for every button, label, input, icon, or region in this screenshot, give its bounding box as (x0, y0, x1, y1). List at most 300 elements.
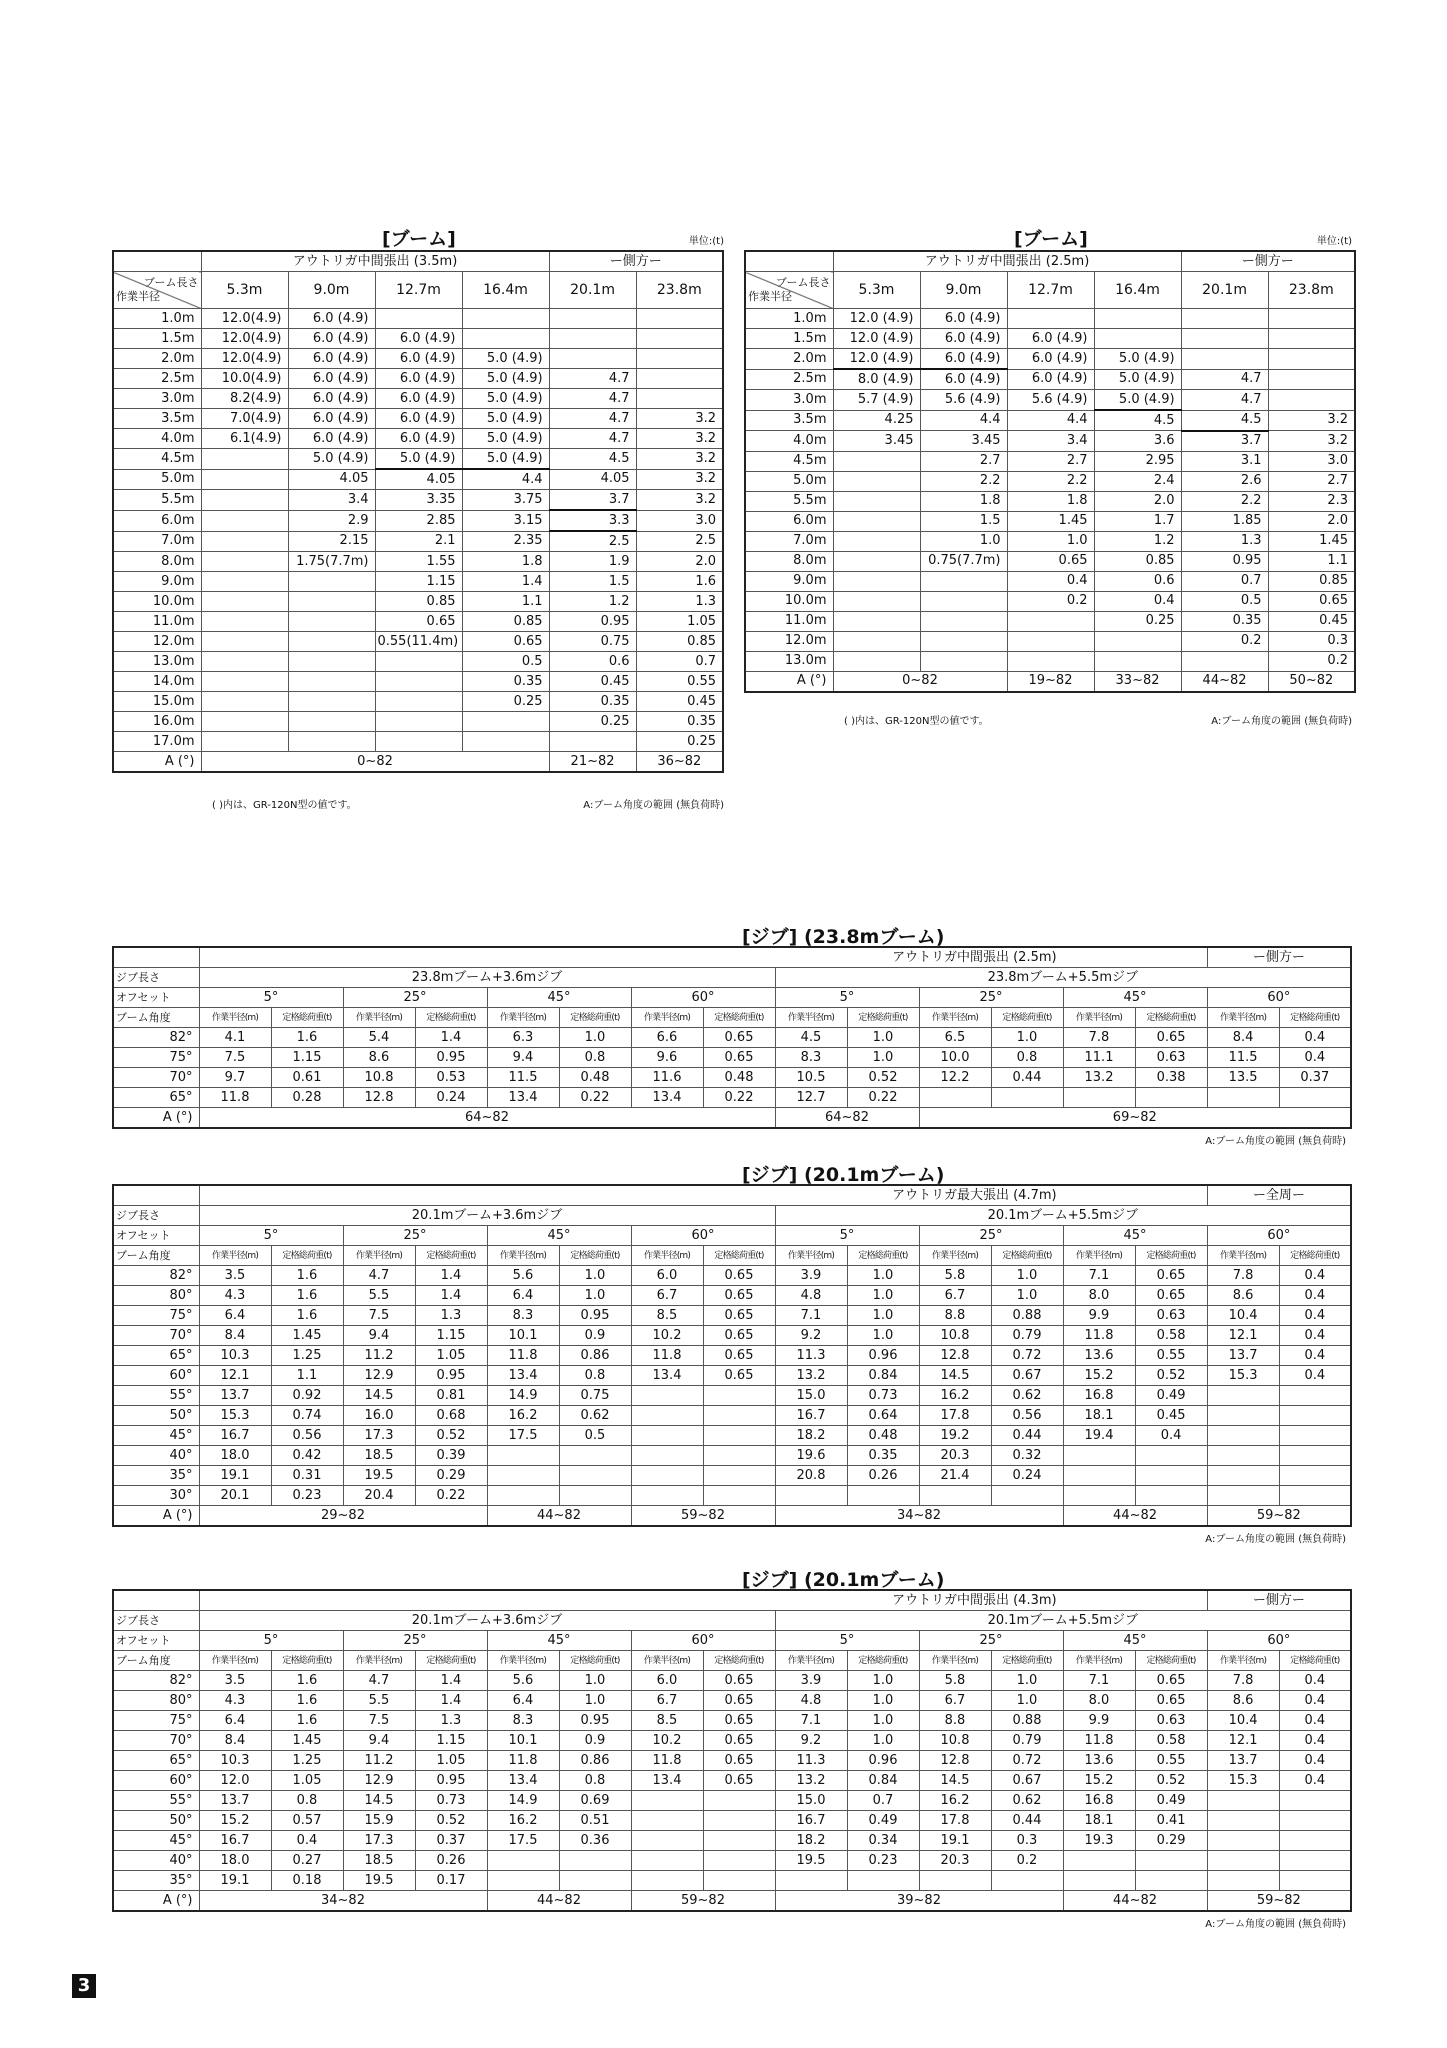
value-cell: 0.52 (1135, 1366, 1207, 1386)
load-cell: 6.0 (4.9) (375, 389, 462, 409)
boom-angle-label: ブーム角度 (113, 1246, 199, 1266)
value-cell: 11.8 (631, 1751, 703, 1771)
radius-cell: 2.5m (113, 369, 201, 389)
load-cell (920, 591, 1007, 611)
value-cell: 8.8 (919, 1306, 991, 1326)
value-cell: 9.4 (487, 1048, 559, 1068)
load-cell (920, 651, 1007, 671)
table-row (113, 1266, 1351, 1286)
table-row (113, 1366, 1351, 1386)
value-cell: 1.45 (271, 1326, 343, 1346)
load-cell: 1.7 (1094, 511, 1181, 531)
load-cell: 0.65 (375, 612, 462, 632)
value-cell: 0.57 (271, 1811, 343, 1831)
load-cell (288, 592, 375, 612)
value-cell (1279, 1426, 1351, 1446)
value-cell: 0.4 (1279, 1286, 1351, 1306)
value-cell: 4.3 (199, 1691, 271, 1711)
value-cell: 13.2 (1063, 1068, 1135, 1088)
value-cell: 8.3 (487, 1306, 559, 1326)
load-cell: 6.0 (4.9) (920, 329, 1007, 349)
load-cell: 0.65 (462, 632, 549, 652)
value-cell: 0.73 (847, 1386, 919, 1406)
value-cell: 17.3 (343, 1831, 415, 1851)
sub-header-radius: 作業半径(m) (199, 1651, 271, 1671)
value-cell: 0.41 (1135, 1811, 1207, 1831)
value-cell: 0.65 (703, 1048, 775, 1068)
value-cell: 0.67 (991, 1366, 1063, 1386)
radius-cell: 6.0m (745, 511, 833, 531)
load-cell: 4.7 (549, 389, 636, 409)
value-cell: 0.62 (991, 1791, 1063, 1811)
load-cell: 1.5 (920, 511, 1007, 531)
angle-label: A (°) (113, 1108, 199, 1129)
value-cell: 1.15 (271, 1048, 343, 1068)
value-cell: 0.69 (559, 1791, 631, 1811)
jib-table (112, 1589, 1352, 1912)
load-cell (833, 611, 920, 631)
value-cell: 0.65 (703, 1266, 775, 1286)
value-cell: 1.6 (271, 1266, 343, 1286)
load-cell: 12.0(4.9) (201, 309, 288, 329)
load-cell: 1.0 (920, 531, 1007, 551)
radius-cell: 16.0m (113, 712, 201, 732)
value-cell: 12.8 (919, 1346, 991, 1366)
value-cell: 14.5 (919, 1366, 991, 1386)
value-cell: 0.58 (1135, 1731, 1207, 1751)
sub-header-load: 定格総荷重(t) (271, 1008, 343, 1028)
table-row (745, 329, 1355, 349)
load-cell: 6.0 (4.9) (920, 309, 1007, 329)
load-cell: 0.2 (1007, 591, 1094, 611)
offset-value: 45° (487, 988, 631, 1008)
load-cell: 3.0 (636, 510, 723, 531)
value-cell: 16.8 (1063, 1386, 1135, 1406)
value-cell: 10.4 (1207, 1306, 1279, 1326)
angle-range: 59~82 (631, 1891, 775, 1912)
angle-cell: 40° (113, 1851, 199, 1871)
load-cell (375, 692, 462, 712)
value-cell: 0.4 (1279, 1771, 1351, 1791)
table-row (745, 390, 1355, 411)
load-cell: 3.7 (1181, 431, 1268, 452)
direction-label: ー全周ー (1207, 1185, 1351, 1206)
table-row (113, 409, 723, 429)
value-cell: 10.0 (919, 1048, 991, 1068)
value-cell: 0.95 (415, 1366, 487, 1386)
load-cell: 3.2 (636, 469, 723, 490)
value-cell: 18.0 (199, 1851, 271, 1871)
load-cell: 5.6 (4.9) (920, 390, 1007, 411)
load-cell (462, 712, 549, 732)
table-row (113, 1751, 1351, 1771)
value-cell: 0.8 (559, 1771, 631, 1791)
angle-range: 44~82 (1181, 671, 1268, 692)
angle-cell: 75° (113, 1711, 199, 1731)
angle-cell: 80° (113, 1286, 199, 1306)
value-cell: 1.0 (847, 1306, 919, 1326)
value-cell: 9.4 (343, 1326, 415, 1346)
value-cell: 0.65 (703, 1691, 775, 1711)
load-cell: 0.85 (1268, 571, 1355, 591)
load-cell (549, 732, 636, 752)
load-cell: 2.2 (1007, 471, 1094, 491)
jib-chart-23-8 (112, 922, 1352, 1162)
sub-header-load: 定格総荷重(t) (991, 1246, 1063, 1266)
load-cell: 4.7 (549, 409, 636, 429)
load-cell: 12.0 (4.9) (833, 329, 920, 349)
load-cell: 3.2 (1268, 410, 1355, 431)
value-cell: 0.65 (703, 1306, 775, 1326)
value-cell: 6.4 (199, 1711, 271, 1731)
value-cell: 0.39 (415, 1446, 487, 1466)
value-cell: 0.4 (1279, 1751, 1351, 1771)
value-cell: 12.2 (919, 1068, 991, 1088)
table-row (113, 1771, 1351, 1791)
load-cell: 6.0 (4.9) (375, 329, 462, 349)
value-cell: 17.5 (487, 1426, 559, 1446)
load-cell (1007, 309, 1094, 329)
value-cell (1279, 1851, 1351, 1871)
table-row (113, 552, 723, 572)
value-cell: 6.0 (631, 1671, 703, 1691)
angle-range: 0~82 (833, 671, 1007, 692)
value-cell: 6.7 (919, 1286, 991, 1306)
table-row (745, 431, 1355, 452)
value-cell (703, 1486, 775, 1506)
value-cell: 9.9 (1063, 1306, 1135, 1326)
load-cell: 6.0 (4.9) (288, 349, 375, 369)
value-cell: 12.9 (343, 1771, 415, 1791)
load-cell (201, 672, 288, 692)
table-row (113, 692, 723, 712)
jib-title: [ジブ] (23.8mブーム) (742, 926, 945, 948)
offset-value: 5° (775, 1226, 919, 1246)
value-cell: 0.36 (559, 1831, 631, 1851)
radius-cell: 3.0m (113, 389, 201, 409)
offset-value: 25° (343, 1631, 487, 1651)
value-cell: 0.49 (1135, 1386, 1207, 1406)
load-cell (288, 732, 375, 752)
value-cell (1279, 1088, 1351, 1108)
load-cell: 0.3 (1268, 631, 1355, 651)
value-cell: 0.22 (559, 1088, 631, 1108)
value-cell: 13.2 (775, 1366, 847, 1386)
load-cell: 8.2(4.9) (201, 389, 288, 409)
table-row (745, 551, 1355, 571)
load-cell: 2.1 (375, 531, 462, 552)
value-cell: 1.6 (271, 1286, 343, 1306)
value-cell: 0.65 (1135, 1691, 1207, 1711)
load-cell (375, 309, 462, 329)
direction-label: ー側方ー (549, 251, 723, 272)
value-cell: 1.0 (559, 1286, 631, 1306)
value-cell: 18.2 (775, 1831, 847, 1851)
boom-length-0: 5.3m (201, 272, 288, 309)
load-cell: 0.25 (636, 732, 723, 752)
angle-label: A (°) (113, 752, 201, 773)
value-cell: 1.15 (415, 1326, 487, 1346)
value-cell: 8.0 (1063, 1691, 1135, 1711)
load-cell: 3.3 (549, 510, 636, 531)
value-cell: 14.9 (487, 1791, 559, 1811)
value-cell: 0.29 (415, 1466, 487, 1486)
sub-header-load: 定格総荷重(t) (991, 1008, 1063, 1028)
value-cell (703, 1406, 775, 1426)
value-cell: 0.74 (271, 1406, 343, 1426)
radius-cell: 7.0m (745, 531, 833, 551)
load-cell: 0.2 (1181, 631, 1268, 651)
value-cell: 6.5 (919, 1028, 991, 1048)
angle-cell: 65° (113, 1751, 199, 1771)
load-cell: 3.2 (636, 449, 723, 470)
table-row (113, 469, 723, 490)
angle-row (113, 1108, 1351, 1129)
value-cell: 1.05 (271, 1771, 343, 1791)
load-cell: 5.0 (4.9) (288, 449, 375, 470)
sub-header-radius: 作業半径(m) (487, 1651, 559, 1671)
load-cell: 0.7 (636, 652, 723, 672)
angle-range: 29~82 (199, 1506, 487, 1527)
value-cell: 1.05 (415, 1751, 487, 1771)
load-cell: 2.6 (1181, 471, 1268, 491)
load-cell: 3.7 (549, 490, 636, 511)
value-cell (775, 1871, 847, 1891)
load-cell (549, 329, 636, 349)
value-cell (1207, 1871, 1279, 1891)
table-row (745, 611, 1355, 631)
radius-cell: 10.0m (113, 592, 201, 612)
value-cell: 1.6 (271, 1028, 343, 1048)
value-cell: 15.9 (343, 1811, 415, 1831)
angle-cell: 60° (113, 1771, 199, 1791)
value-cell (703, 1871, 775, 1891)
value-cell: 17.3 (343, 1426, 415, 1446)
value-cell: 0.26 (847, 1466, 919, 1486)
value-cell: 0.4 (1279, 1048, 1351, 1068)
boom-length-4: 20.1m (549, 272, 636, 309)
value-cell (1279, 1871, 1351, 1891)
value-cell: 13.2 (775, 1771, 847, 1791)
angle-range: 64~82 (775, 1108, 919, 1129)
value-cell: 18.5 (343, 1851, 415, 1871)
value-cell: 0.68 (415, 1406, 487, 1426)
value-cell: 9.2 (775, 1731, 847, 1751)
value-cell: 6.7 (631, 1691, 703, 1711)
sub-header-load: 定格総荷重(t) (1135, 1651, 1207, 1671)
value-cell: 1.4 (415, 1671, 487, 1691)
value-cell: 0.88 (991, 1306, 1063, 1326)
outrigger-label: アウトリガ中間張出 (4.3m) (199, 1590, 1207, 1611)
sub-header-radius: 作業半径(m) (1063, 1008, 1135, 1028)
load-cell: 0.95 (549, 612, 636, 632)
load-cell: 8.0 (4.9) (833, 369, 920, 390)
value-cell (703, 1466, 775, 1486)
value-cell: 7.5 (343, 1711, 415, 1731)
value-cell: 10.5 (775, 1068, 847, 1088)
load-cell (1268, 390, 1355, 411)
value-cell: 0.84 (847, 1771, 919, 1791)
value-cell: 0.67 (991, 1771, 1063, 1791)
value-cell: 1.4 (415, 1028, 487, 1048)
load-cell: 7.0(4.9) (201, 409, 288, 429)
table-row (113, 1851, 1351, 1871)
load-cell: 6.1(4.9) (201, 429, 288, 449)
load-cell: 1.45 (1007, 511, 1094, 531)
radius-cell: 4.0m (113, 429, 201, 449)
load-cell: 1.9 (549, 552, 636, 572)
load-cell (1181, 329, 1268, 349)
load-cell (636, 369, 723, 389)
sub-header-radius: 作業半径(m) (1207, 1246, 1279, 1266)
value-cell: 19.6 (775, 1446, 847, 1466)
value-cell (487, 1851, 559, 1871)
value-cell (919, 1088, 991, 1108)
load-cell: 4.05 (375, 469, 462, 490)
angle-cell: 55° (113, 1386, 199, 1406)
value-cell: 4.3 (199, 1286, 271, 1306)
value-cell: 0.49 (1135, 1791, 1207, 1811)
load-cell: 0.35 (636, 712, 723, 732)
load-cell: 2.15 (288, 531, 375, 552)
value-cell: 0.4 (1279, 1326, 1351, 1346)
load-cell: 1.3 (1181, 531, 1268, 551)
angle-range: 36~82 (636, 752, 723, 773)
load-cell: 4.5 (549, 449, 636, 470)
angle-range: 50~82 (1268, 671, 1355, 692)
load-cell: 6.0 (4.9) (375, 369, 462, 389)
load-cell: 3.0 (1268, 451, 1355, 471)
load-cell: 0.35 (549, 692, 636, 712)
value-cell: 12.1 (1207, 1731, 1279, 1751)
table-row (113, 510, 723, 531)
value-cell: 1.0 (847, 1266, 919, 1286)
value-cell: 12.1 (1207, 1326, 1279, 1346)
load-cell: 10.0(4.9) (201, 369, 288, 389)
value-cell: 5.6 (487, 1671, 559, 1691)
load-cell: 2.95 (1094, 451, 1181, 471)
offset-value: 5° (775, 988, 919, 1008)
sub-header-load: 定格総荷重(t) (415, 1008, 487, 1028)
load-cell: 2.5 (636, 531, 723, 552)
load-cell: 5.0 (4.9) (462, 349, 549, 369)
sub-header-radius: 作業半径(m) (487, 1008, 559, 1028)
value-cell: 13.7 (199, 1791, 271, 1811)
load-cell: 0.85 (375, 592, 462, 612)
corner-cell (113, 272, 201, 309)
offset-value: 5° (199, 988, 343, 1008)
angle-cell: 70° (113, 1326, 199, 1346)
radius-cell: 12.0m (745, 631, 833, 651)
load-cell: 4.7 (549, 369, 636, 389)
boom-table (112, 250, 724, 773)
offset-value: 5° (199, 1631, 343, 1651)
table-row (745, 491, 1355, 511)
value-cell: 14.5 (343, 1791, 415, 1811)
outrigger-label: アウトリガ中間張出 (2.5m) (833, 251, 1181, 272)
value-cell (559, 1466, 631, 1486)
load-cell: 4.7 (549, 429, 636, 449)
value-cell (631, 1386, 703, 1406)
load-cell (462, 732, 549, 752)
load-cell: 5.0 (4.9) (462, 429, 549, 449)
boom-title: [ブーム] (382, 228, 456, 250)
load-cell (288, 652, 375, 672)
load-cell (462, 329, 549, 349)
value-cell: 0.65 (703, 1346, 775, 1366)
value-cell (1279, 1811, 1351, 1831)
value-cell: 21.4 (919, 1466, 991, 1486)
value-cell (703, 1791, 775, 1811)
load-cell: 1.1 (1268, 551, 1355, 571)
value-cell: 1.45 (271, 1731, 343, 1751)
value-cell: 7.8 (1063, 1028, 1135, 1048)
sub-header-load: 定格総荷重(t) (1279, 1246, 1351, 1266)
sub-header-radius: 作業半径(m) (775, 1008, 847, 1028)
value-cell (487, 1446, 559, 1466)
value-cell: 19.4 (1063, 1426, 1135, 1446)
value-cell: 1.0 (559, 1266, 631, 1286)
value-cell (703, 1831, 775, 1851)
value-cell: 7.5 (199, 1048, 271, 1068)
load-cell: 0.6 (549, 652, 636, 672)
value-cell: 6.4 (487, 1691, 559, 1711)
value-cell: 0.65 (703, 1366, 775, 1386)
load-cell (833, 511, 920, 531)
value-cell (631, 1811, 703, 1831)
load-cell: 6.0 (4.9) (288, 369, 375, 389)
sub-header-load: 定格総荷重(t) (703, 1651, 775, 1671)
value-cell: 12.0 (199, 1771, 271, 1791)
value-cell: 11.8 (199, 1088, 271, 1108)
page-number: 3 (72, 1974, 96, 1998)
value-cell: 19.2 (919, 1426, 991, 1446)
value-cell: 15.0 (775, 1386, 847, 1406)
sub-header-load: 定格総荷重(t) (271, 1246, 343, 1266)
value-cell: 11.3 (775, 1346, 847, 1366)
value-cell: 0.2 (991, 1851, 1063, 1871)
load-cell (1181, 651, 1268, 671)
value-cell: 11.2 (343, 1751, 415, 1771)
value-cell: 8.6 (1207, 1691, 1279, 1711)
value-cell (1063, 1871, 1135, 1891)
load-cell: 5.0 (4.9) (462, 369, 549, 389)
table-row (745, 349, 1355, 370)
value-cell: 0.88 (991, 1711, 1063, 1731)
load-cell: 1.6 (636, 572, 723, 592)
load-cell (1007, 611, 1094, 631)
angle-range: 21~82 (549, 752, 636, 773)
value-cell: 9.4 (343, 1731, 415, 1751)
value-cell: 0.4 (1279, 1691, 1351, 1711)
value-cell: 5.6 (487, 1266, 559, 1286)
value-cell: 13.7 (1207, 1346, 1279, 1366)
table-row (113, 369, 723, 389)
angle-row (113, 1891, 1351, 1912)
value-cell (1207, 1386, 1279, 1406)
load-cell (920, 611, 1007, 631)
value-cell: 0.5 (559, 1426, 631, 1446)
value-cell: 20.3 (919, 1851, 991, 1871)
table-row (745, 309, 1355, 329)
load-cell: 2.3 (1268, 491, 1355, 511)
sub-header-load: 定格総荷重(t) (847, 1246, 919, 1266)
load-cell: 2.7 (1007, 451, 1094, 471)
value-cell: 0.65 (703, 1671, 775, 1691)
radius-cell: 14.0m (113, 672, 201, 692)
table-row (113, 1068, 1351, 1088)
load-cell: 2.0 (636, 552, 723, 572)
